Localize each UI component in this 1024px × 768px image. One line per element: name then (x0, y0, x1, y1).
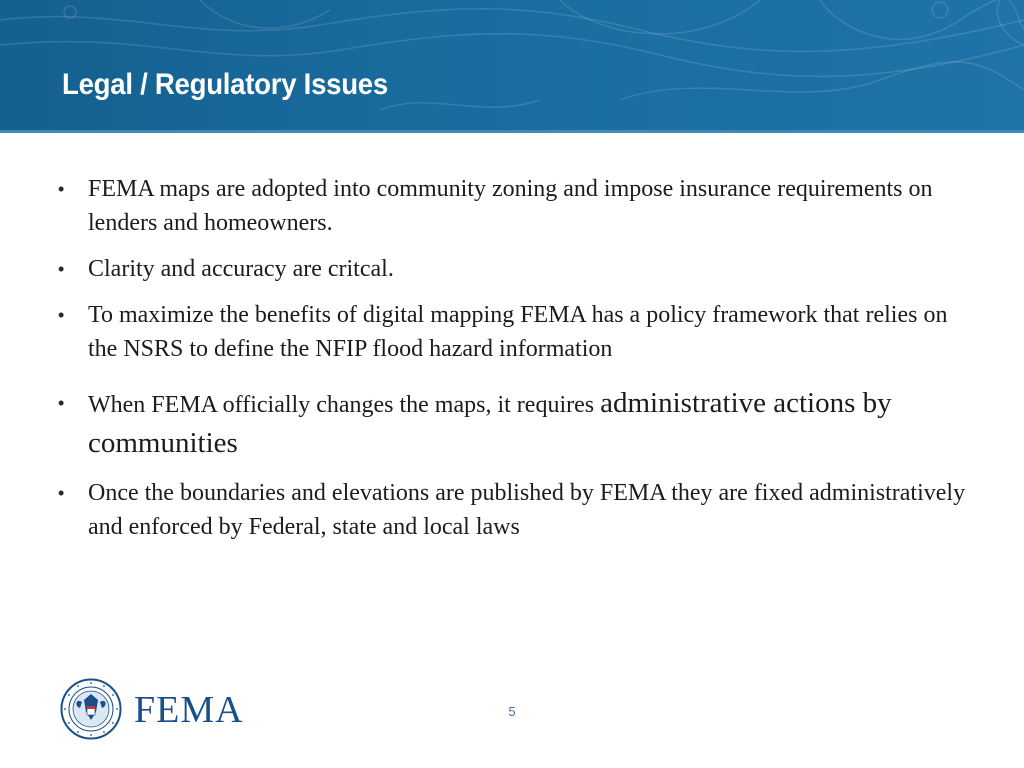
slide-header (0, 0, 1024, 130)
bullet-icon: • (58, 305, 65, 325)
bullet-text: FEMA maps are adopted into community zoning and impose insurance requirements on lenders and homeowners. (88, 176, 933, 236)
bullet-item (58, 384, 968, 464)
page-number: 5 (508, 704, 516, 719)
slide-title: Legal / Regulatory Issues (62, 68, 388, 101)
bullet-item (58, 476, 968, 544)
bullet-text: When FEMA officially changes the maps, it requires (88, 392, 601, 418)
bullet-item (58, 298, 968, 366)
dhs-seal-icon (60, 678, 122, 740)
fema-wordmark: FEMA (134, 689, 244, 731)
bullet-text: Once the boundaries and elevations are published by FEMA they are fixed administratively and enforced by Federal, state and local laws (88, 480, 966, 540)
bullet-item (58, 252, 968, 286)
header-divider (0, 130, 1024, 133)
bullet-icon: • (58, 393, 65, 413)
bullet-text: To maximize the benefits of digital mapping FEMA has a policy framework that relies on the NSRS to define the NFIP flood hazard information (88, 302, 948, 362)
bullet-icon: • (58, 483, 65, 503)
bullet-icon: • (58, 179, 65, 199)
fema-logo (60, 678, 260, 742)
bullet-icon: • (58, 259, 65, 279)
bullet-text-emphasis: administrative actions by communities (88, 387, 892, 459)
bullet-text: Clarity and accuracy are critcal. (88, 256, 394, 282)
topographic-pattern (0, 0, 1024, 130)
bullet-item (58, 172, 968, 240)
bullet-list (58, 172, 968, 556)
